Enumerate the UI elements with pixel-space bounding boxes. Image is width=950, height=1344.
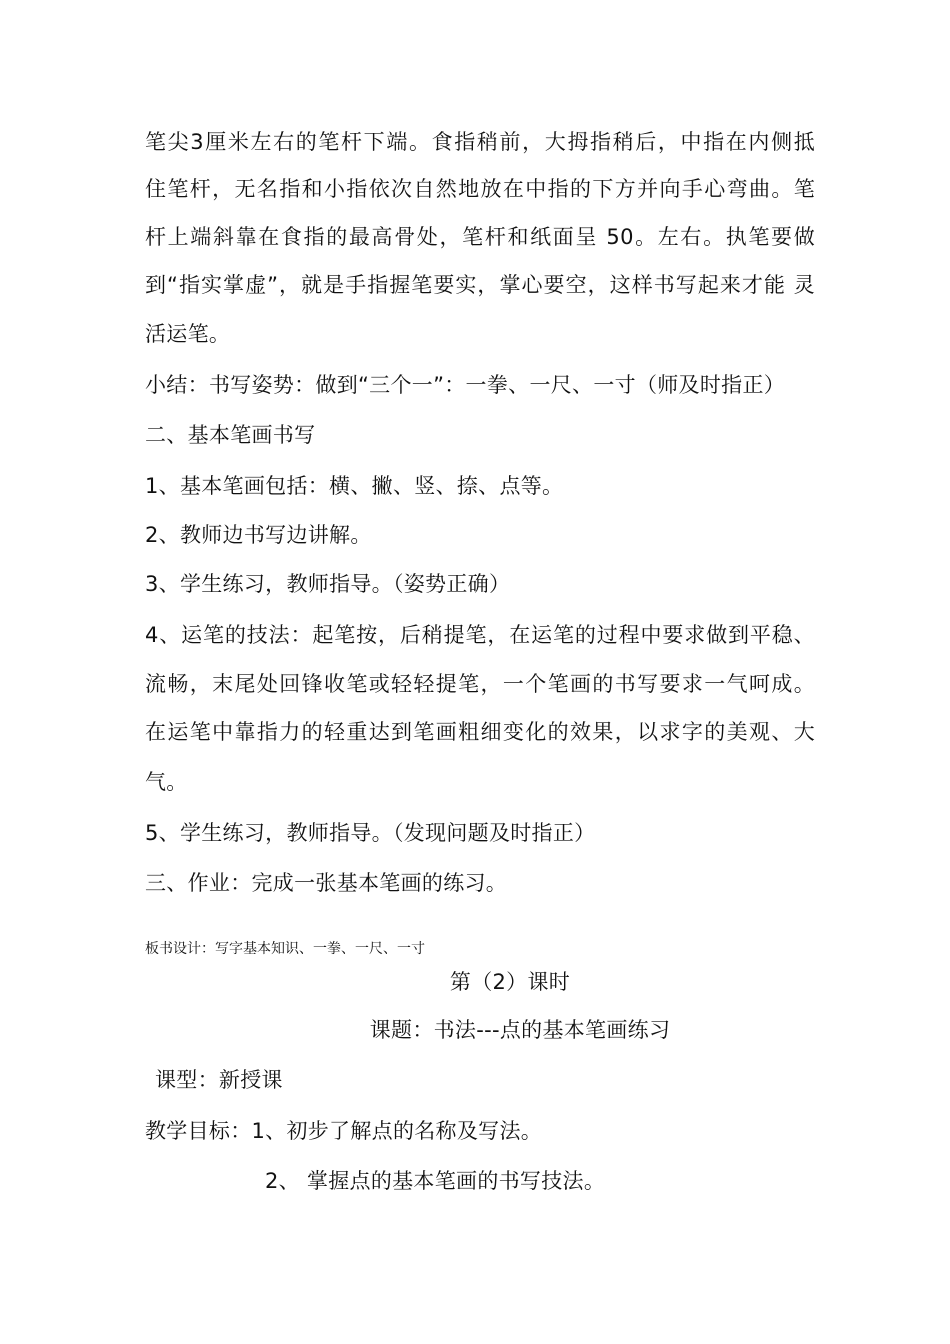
list-item-line: 在运笔中靠指力的轻重达到笔画粗细变化的效果，以求字的美观、大 [145,720,815,744]
paragraph-line: 到“指实掌虚”，就是手指握笔要实，掌心要空，这样书写起来才能 灵 [145,273,815,297]
list-item: 5、学生练习，教师指导。（发现问题及时指正） [145,821,596,845]
list-item: 1、基本笔画包括：横、撇、竖、捺、点等。 [145,474,564,498]
section-heading: 三、作业：完成一张基本笔画的练习。 [145,871,508,895]
summary-line: 小结：书写姿势：做到“三个一”：一拳、一尺、一寸（师及时指正） [145,373,786,397]
paragraph-line: 笔尖3厘米左右的笔杆下端。食指稍前，大拇指稍后，中指在内侧抵 [145,130,815,154]
list-item: 3、学生练习，教师指导。（姿势正确） [145,572,511,596]
list-item-line: 4、运笔的技法：起笔按，后稍提笔，在运笔的过程中要求做到平稳、 [145,623,815,647]
list-item-line: 流畅，末尾处回锋收笔或轻轻提笔，一个笔画的书写要求一气呵成。 [145,672,815,696]
paragraph-line: 住笔杆，无名指和小指依次自然地放在中指的下方并向手心弯曲。笔 [145,177,815,201]
teaching-objective: 2、 掌握点的基本笔画的书写技法。 [265,1169,606,1193]
list-item: 2、教师边书写边讲解。 [145,523,372,547]
paragraph-line: 活运笔。 [145,322,231,346]
teaching-objective: 教学目标：1、初步了解点的名称及写法。 [145,1119,543,1143]
lesson-topic-heading: 课题：书法---点的基本笔画练习 [369,1018,671,1042]
lesson-number-heading: 第（2）课时 [449,970,571,994]
paragraph-line: 杆上端斜靠在食指的最高骨处，笔杆和纸面呈 50。左右。执笔要做 [145,225,815,249]
board-design-note: 板书设计：写字基本知识、一拳、一尺、一寸 [145,941,425,957]
list-item-line: 气。 [145,770,188,794]
lesson-type: 课型：新授课 [155,1068,283,1092]
section-heading: 二、基本笔画书写 [145,423,316,447]
